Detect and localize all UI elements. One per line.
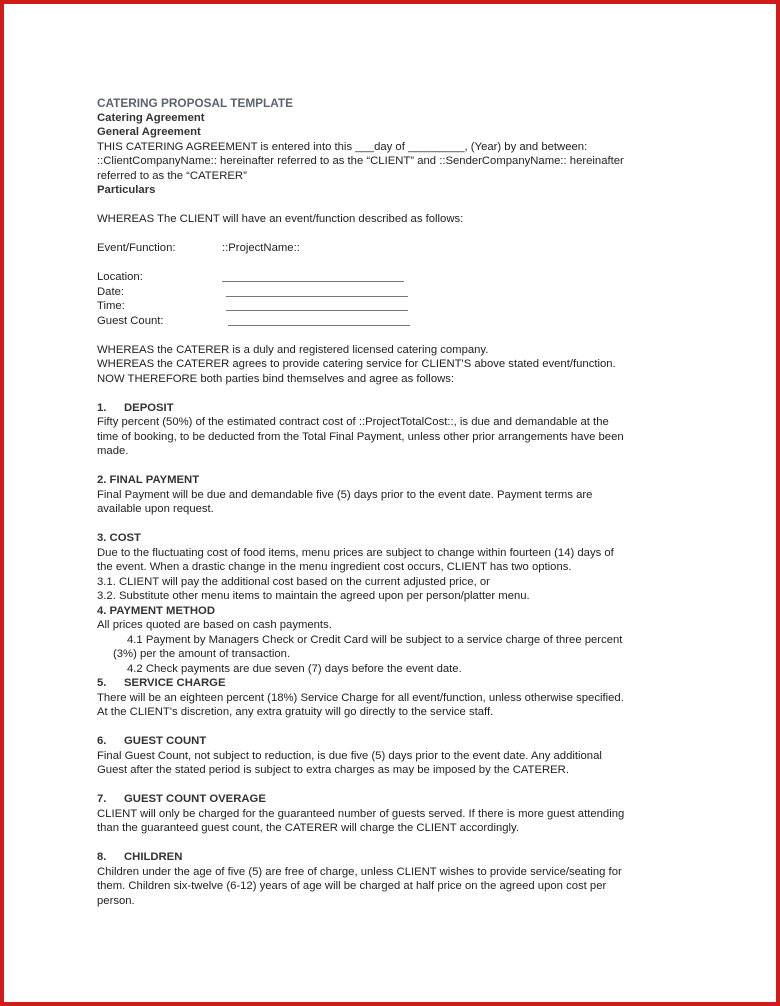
location-row <box>97 270 697 285</box>
now-therefore: NOW THEREFORE both parties bind themselves and agree as follows: <box>97 372 455 385</box>
section-title: SERVICE CHARGE <box>124 677 226 689</box>
paragraph-line: Guest after the stated period is subject to extra charges as may be imposed by the CATERER. <box>97 764 569 776</box>
paragraph-line: person. <box>97 894 135 907</box>
paragraph-line: the event. When a drastic change in the menu ingredient cost occurs, CLIENT has two options. <box>97 561 572 573</box>
event-function-value: ::ProjectName:: <box>222 242 300 254</box>
event-function-row <box>97 241 697 256</box>
paragraph-line: 4.1 Payment by Managers Check or Credit Card will be subject to a service charge of three percent <box>127 633 623 646</box>
subtitle-general-agreement: General Agreement <box>97 126 201 138</box>
section-number: 8. <box>97 851 107 863</box>
section-title: GUEST COUNT <box>124 735 207 747</box>
date-label: Date: <box>97 285 125 298</box>
section-4-heading: 4. PAYMENT METHOD <box>97 604 216 617</box>
paragraph-line: 3.2. Substitute other menu items to maintain the agreed upon per person/platter menu. <box>97 590 530 602</box>
section-3-heading: 3. COST <box>97 532 141 544</box>
intro-line: referred to as the “CATERER” <box>97 169 247 182</box>
section-title: DEPOSIT <box>124 401 174 414</box>
guest-count-label: Guest Count: <box>97 314 164 327</box>
date-blank-line <box>226 285 408 297</box>
paragraph-line: than the guaranteed guest count, the CATERER will charge the CLIENT accordingly. <box>97 822 519 834</box>
document-title: CATERING PROPOSAL TEMPLATE <box>97 96 293 110</box>
section-number: 7. <box>97 793 107 805</box>
paragraph-line: 4.2 Check payments are due seven (7) days before the event date. <box>127 662 462 675</box>
intro-line: ::ClientCompanyName:: hereinafter referred to as the “CLIENT” and ::SenderCompanyName:: hereinafter <box>97 155 624 167</box>
date-row <box>97 285 697 300</box>
section-7-heading <box>97 792 697 807</box>
time-label: Time: <box>97 300 125 312</box>
section-1-heading <box>97 401 697 416</box>
paragraph-line: made. <box>97 445 129 457</box>
paragraph-line: available upon request. <box>97 503 214 515</box>
particulars-heading: Particulars <box>97 184 156 196</box>
guest-count-blank-line <box>228 314 410 326</box>
paragraph-line: time of booking, to be deducted from the Total Final Payment, unless other prior arrangements have been <box>97 430 624 443</box>
document-page <box>97 96 697 908</box>
paragraph-line: (3%) per the amount of transaction. <box>113 648 291 660</box>
section-title: CHILDREN <box>124 851 183 863</box>
section-title: GUEST COUNT OVERAGE <box>124 793 266 805</box>
time-row <box>97 299 697 314</box>
section-number: 5. <box>97 677 107 689</box>
paragraph-line: 3.1. CLIENT will pay the additional cost based on the current adjusted price, or <box>97 575 490 588</box>
section-2-heading: 2. FINAL PAYMENT <box>97 474 200 486</box>
section-5-heading <box>97 676 697 691</box>
paragraph-line: There will be an eighteen percent (18%) Service Charge for all event/function, unless otherwise specified. <box>97 691 624 704</box>
event-function-label: Event/Function: <box>97 242 176 254</box>
paragraph-line: them. Children six-twelve (6-12) years of age will be charged at half price on the agreed upon cost per <box>97 880 607 892</box>
whereas-event: WHEREAS The CLIENT will have an event/function described as follows: <box>97 213 464 225</box>
paragraph-line: All prices quoted are based on cash payments. <box>97 619 332 631</box>
location-blank-line <box>222 270 404 282</box>
guest-count-row <box>97 314 697 329</box>
section-number: 6. <box>97 735 107 747</box>
time-blank-line <box>226 299 408 311</box>
subtitle-catering-agreement: Catering Agreement <box>97 111 205 124</box>
intro-line: THIS CATERING AGREEMENT is entered into this ___day of _________, (Year) by and between: <box>97 140 588 153</box>
paragraph-line: CLIENT will only be charged for the guaranteed number of guests served. If there is more guest attending <box>97 807 625 820</box>
section-8-heading <box>97 850 697 865</box>
paragraph-line: Final Payment will be due and demandable five (5) days prior to the event date. Payment terms are <box>97 488 593 501</box>
paragraph-line: Children under the age of five (5) are free of charge, unless CLIENT wishes to provide service/seating for <box>97 865 622 878</box>
paragraph-line: Due to the fluctuating cost of food items, menu prices are subject to change within fourteen (14) days of <box>97 546 614 559</box>
location-label: Location: <box>97 271 143 283</box>
section-6-heading <box>97 734 697 749</box>
paragraph-line: At the CLIENT's discretion, any extra gratuity will go directly to the service staff. <box>97 706 494 718</box>
paragraph-line: Final Guest Count, not subject to reduction, is due five (5) days prior to the event date. Any additional <box>97 749 602 762</box>
section-number: 1. <box>97 401 107 414</box>
whereas-caterer-agrees: WHEREAS the CATERER agrees to provide catering service for CLIENT'S above stated event/function. <box>97 358 616 370</box>
paragraph-line: Fifty percent (50%) of the estimated contract cost of ::ProjectTotalCost::, is due and demandable at the <box>97 416 609 428</box>
whereas-caterer: WHEREAS the CATERER is a duly and registered licensed catering company. <box>97 343 489 356</box>
